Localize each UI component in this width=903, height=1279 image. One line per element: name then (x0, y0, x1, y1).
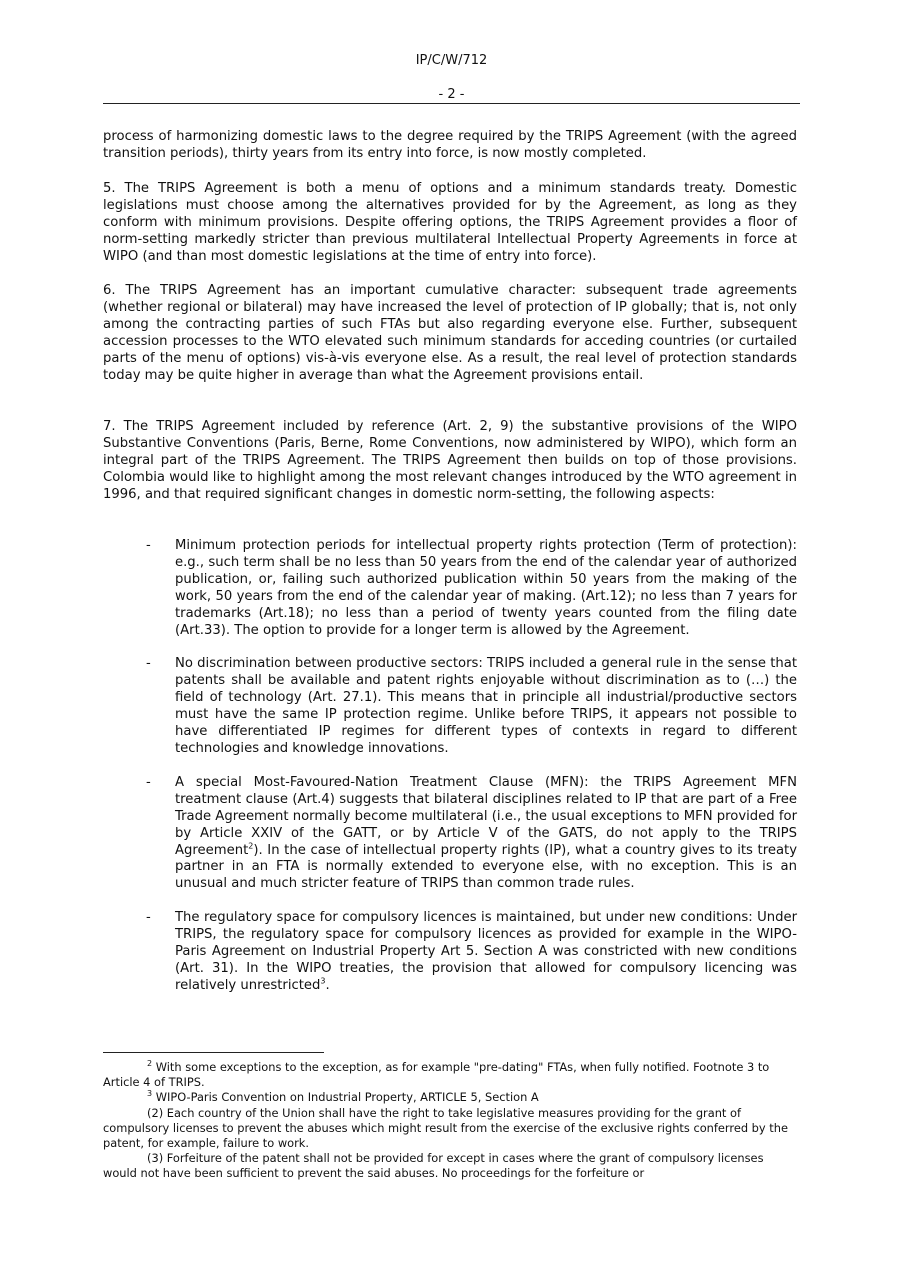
footnote-mark: 2 (147, 1059, 153, 1069)
list-item-mfn-clause (103, 775, 797, 893)
paragraph-5 (103, 181, 797, 266)
footnotes (103, 1060, 797, 1182)
list-item-text: A special Most-Favoured-Nation Treatment Clause (MFN): the TRIPS Agreement MFN treatment clause (Art.4) suggests that bilateral disciplines related to IP that are part of a Free Trade Agreement normally become multilateral (i.e., the usual exceptions to MFN provided for by Article XXIV of the GATT, or by Article V of the GATS, do not apply to the TRIPS Agreement (175, 774, 797, 858)
dash-marker: - (146, 910, 151, 926)
footnote-3 (103, 1090, 797, 1105)
paragraph-text: 6. The TRIPS Agreement has an important cumulative character: subsequent trade agreements (whether regional or bilateral) may have increased the level of protection of IP globally; that is, not only among the contracting parties of such FTAs but also regarding everyone else. Further, subsequent accession processes to the WTO elevated such minimum standards for acceding countries (or curtailed parts of the menu of options) vis-à-vis everyone else. As a result, the real level of protection standards today may be quite higher in average than what the Agreement provisions entail. (103, 283, 797, 383)
paragraph-7 (103, 419, 797, 504)
list-item-text: No discrimination between productive sectors: TRIPS included a general rule in the sense that patents shall be available and patent rights enjoyable without discrimination as to (…) the field of technology (Art. 27.1). This means that in principle all industrial/productive sectors must have the same IP protection regime. Unlike before TRIPS, it appears not possible to have differentiated IP regimes for different types of contexts in regard to different technologies and knowledge innovations. (175, 656, 797, 756)
dash-marker: - (146, 656, 151, 672)
footnote-3-paragraph-3: (3) Forfeiture of the patent shall not be provided for except in cases where the grant of compulsory licenses would not have been sufficient to prevent the said abuses. No proceedings for the forfeiture or (103, 1151, 764, 1181)
aspects-list (103, 538, 797, 1012)
footnote-ref-3[interactable]: 3 (320, 976, 326, 986)
footnote-text: With some exceptions to the exception, as for example "pre-dating" FTAs, when fully notified. Footnote 3 to Article 4 of TRIPS. (103, 1060, 770, 1090)
list-item-text: The regulatory space for compulsory licences is maintained, but under new conditions: Under TRIPS, the regulatory space for compulsory licences as provided for example in the WIPO-Paris Agreement on Industrial Property Art 5. Section A was constricted with new conditions (Art. 31). In the WIPO treaties, the provision that allowed for compulsory licencing was relatively unrestricted (175, 910, 797, 993)
paragraph-6 (103, 283, 797, 384)
footnote-2 (103, 1060, 797, 1090)
header-rule (103, 103, 800, 104)
footnote-mark: 3 (147, 1089, 153, 1099)
paragraph-text: 7. The TRIPS Agreement included by reference (Art. 2, 9) the substantive provisions of the WIPO Substantive Conventions (Paris, Berne, Rome Conventions, now administered by WIPO), which form an integral part of the TRIPS Agreement. The TRIPS Agreement then builds on top of those provisions. Colombia would like to highlight among the most relevant changes introduced by the WTO agreement in 1996, and that required significant changes in domestic norm-setting, the following aspects: (103, 419, 797, 502)
list-item-term-of-protection (103, 538, 797, 639)
list-item-text-cont: ). In the case of intellectual property rights (IP), what a country gives to its treaty partner in an FTA is normally extended to everyone else, with no exception. This is an unusual and much stricter feature of TRIPS than common trade rules. (175, 842, 797, 892)
footnote-3-paragraph-2: (2) Each country of the Union shall have the right to take legislative measures providing for the grant of compulsory licenses to prevent the abuses which might result from the exercise of the exclusive rights conferred by the patent, for example, failure to work. (103, 1105, 788, 1151)
dash-marker: - (146, 538, 151, 553)
footnote-text: WIPO-Paris Convention on Industrial Property, ARTICLE 5, Section A (152, 1090, 539, 1105)
list-item-text: Minimum protection periods for intellectual property rights protection (Term of protection): e.g., such term shall be no less than 50 years from the end of the calendar year of authorized publication, or, failing such authorized publication within 50 years from the making of the work, 50 years from the end of the calendar year of making. (Art.12); no less than 7 years for trademarks (Art.18); no less than a period of twenty years counted from the filing date (Art.33). The option to provide for a longer term is allowed by the Agreement. (175, 538, 797, 638)
dash-marker: - (146, 774, 151, 790)
footnote-separator (103, 1052, 324, 1053)
paragraph-text: process of harmonizing domestic laws to the degree required by the TRIPS Agreement (with the agreed transition periods), thirty years from its entry into force, is now mostly completed. (103, 129, 797, 161)
page-number: - 2 - (438, 87, 465, 102)
list-item-compulsory-licences (103, 910, 797, 995)
paragraph-continuation (103, 129, 797, 163)
list-item-non-discrimination (103, 656, 797, 757)
list-item-text-cont: . (325, 977, 330, 993)
paragraph-text: 5. The TRIPS Agreement is both a menu of options and a minimum standards treaty. Domestic legislations must choose among the alternatives provided for by the Agreement, as long as they conform with minimum provisions. Despite offering options, the TRIPS Agreement provides a floor of norm-setting markedly stricter than previous multilateral Intellectual Property Agreements in force at WIPO (and than most domestic legislations at the time of entry into force). (103, 181, 797, 264)
footnote-ref-2[interactable]: 2 (248, 841, 254, 851)
document-symbol: IP/C/W/712 (415, 53, 488, 68)
